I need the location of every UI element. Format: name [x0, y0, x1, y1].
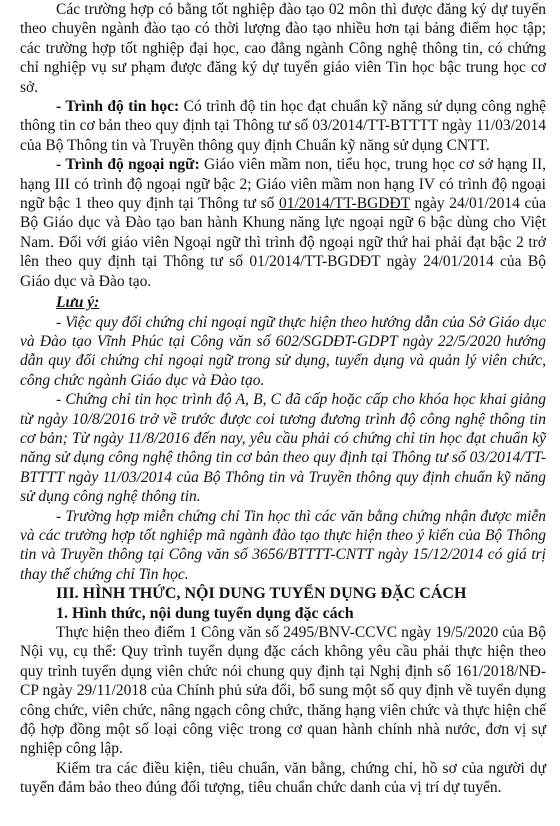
- paragraph-it-level: [20, 97, 546, 155]
- sub-heading: 1. Hình thức, nội dung tuyển dụng đặc cách: [56, 604, 354, 622]
- paragraph-verification: Kiểm tra các điều kiện, tiêu chuẩn, văn bằng, chứng chỉ, hồ sơ của người dự tuyển đảm bảo theo đúng đối tượng, tiêu chuẩn chức danh của vị trí dự tuyển.: [20, 759, 546, 797]
- paragraph-language-level: [20, 155, 546, 291]
- note-it-exemption: - Trường hợp miễn chứng chỉ Tin học thì các văn bằng chứng nhận được miễn và các trường hợp tốt nghiệp mã ngành đào tạo thực hiện theo ý kiến của Bộ Thông tin và Truyền thông tại Công văn số 3656/BTTTT-CNTT ngày 15/12/2014 có giá trị thay thế chứng chỉ Tin học.: [20, 507, 546, 583]
- note-label-line: [20, 291, 546, 312]
- note-language-conversion: - Việc quy đổi chứng chỉ ngoại ngữ thực hiện theo hướng dẫn của Sở Giáo dục và Đào tạo Vĩnh Phúc tại Công văn số 602/SGDĐT-GDPT ngày 22/5/2020 hướng dẫn quy đổi chứng chỉ ngoại ngữ trong sử dụng, tuyển dụng và quản lý viên chức, công chức ngành Giáo dục và Đào tạo.: [20, 313, 546, 389]
- language-level-label: - Trình độ ngoại ngữ:: [56, 156, 200, 174]
- it-level-text: Có trình độ tin học đạt chuẩn kỹ năng sử dụng công nghệ thông tin cơ bản theo quy định tại Thông tư số 03/2014/TT-BTTTT ngày 11/03/2014 của Bộ Thông tin và Truyền thông quy định Chuẩn kỹ năng sử dụng CNTT.: [20, 98, 547, 154]
- it-level-label: - Trình độ tin học:: [56, 98, 180, 116]
- note-it-certificate: - Chứng chỉ tin học trình độ A, B, C đã cấp hoặc cấp cho khóa học khai giảng từ ngày 10/8/2016 trở về trước được coi tương đương trình độ công nghệ thông tin cơ bản; Từ ngày 11/8/2016 đến nay, yêu cầu phải có chứng chỉ tin học đạt chuẩn kỹ năng sử dụng công nghệ thông tin cơ bản theo quy định tại Thông tư số 03/2014/TT-BTTTT ngày 11/03/2014 của Bộ Thông tin và Truyền thông quy định chuẩn kỹ năng sử dụng công nghệ thông tin.: [20, 391, 546, 506]
- language-level-text-a: Giáo viên mầm non, tiểu học, trung học cơ sở hạng II, hạng III có trình độ ngoại ngữ bậc 2; Giáo viên mầm non hạng IV có trình độ ngoại ngữ bậc 1 theo quy định tại Thông tư số: [20, 156, 546, 213]
- note-label: Lưu ý:: [56, 294, 100, 312]
- paragraph-special-recruitment: Thực hiện theo điểm 1 Công văn số 2495/BNV-CCVC ngày 19/5/2020 của Bộ Nội vụ, cụ thể: Quy trình tuyển dụng đặc cách không yêu cầu phải thực hiện theo quy trình tuyển dụng viên chức nói chung quy định tại Nghị định số 161/2018/NĐ-CP ngày 29/11/2018 của Chính phủ sửa đổi, bổ sung một số quy định về tuyển dụng công chức, viên chức, nâng ngạch công chức, thăng hạng viên chức và thực hiện chế độ hợp đồng một số loại công việc trong cơ quan hành chính nhà nước, đơn vị sự nghiệp công lập.: [20, 624, 546, 758]
- circular-reference-link[interactable]: 01/2014/TT-BGDĐT: [278, 195, 410, 213]
- paragraph-training-fields: Các trường hợp có bằng tốt nghiệp đào tạo 02 môn thì được đăng ký dự tuyển theo chuyên ngành đào tạo có thời lượng đào tạo nhiều hơn tại bảng điểm học tập; các trường hợp tốt nghiệp đại học, cao đẳng ngành Công nghệ thông tin, có chứng chỉ nghiệp vụ sư phạm được đăng ký dự tuyển giáo viên Tin học bậc trung học cơ sở.: [20, 1, 546, 96]
- section-heading: III. HÌNH THỨC, NỘI DUNG TUYỂN DỤNG ĐẶC CÁCH: [56, 585, 467, 603]
- language-level-text-b: ngày 24/01/2014 của Bộ Giáo dục và Đào tạo ban hành Khung năng lực ngoại ngữ 6 bậc dùng cho Việt Nam. Đối với giáo viên Ngoại ngữ thì trình độ ngoại ngữ thứ hai phải đạt bậc 2 trở lên theo quy định tại Thông tư số 01/2014/TT-BGDĐT ngày 24/01/2014 của Bộ Giáo dục và Đào tạo.: [20, 195, 546, 290]
